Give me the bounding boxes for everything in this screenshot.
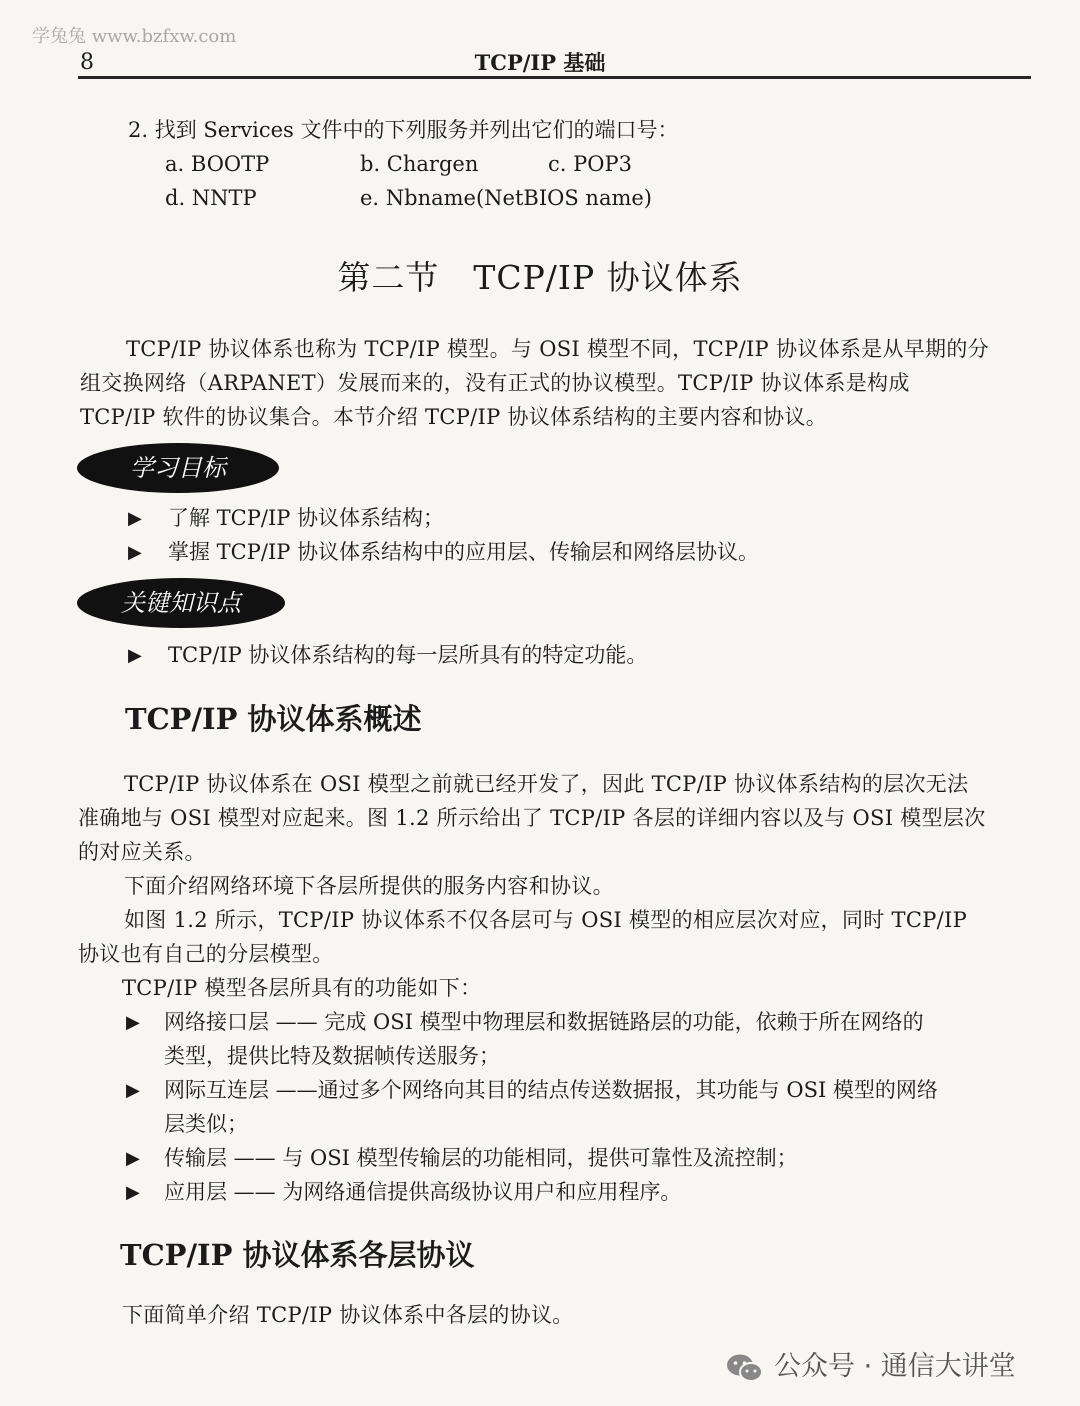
running-header: TCP/IP 基础 [474, 50, 606, 75]
bullet-icon: ▶ [128, 542, 142, 563]
bullet-icon: ▶ [126, 1080, 140, 1101]
layer-item: 网络接口层 —— 完成 OSI 模型中物理层和数据链路层的功能，依赖于所在网络的 [164, 1010, 924, 1034]
exercise-item: a. BOOTP [165, 152, 270, 176]
bullet-icon: ▶ [126, 1012, 140, 1033]
exercise-item: d. NNTP [165, 186, 257, 210]
protocols-heading: TCP/IP 协议体系各层协议 [120, 1238, 475, 1272]
footer-label: 公众号 · 通信大讲堂 [774, 1351, 1016, 1382]
layer-item: 类型，提供比特及数据帧传送服务； [164, 1044, 500, 1068]
intro-line: TCP/IP 协议体系也称为 TCP/IP 模型。与 OSI 模型不同，TCP/IP 协议体系是从早期的分 [126, 337, 989, 361]
overview-heading: TCP/IP 协议体系概述 [125, 702, 422, 736]
watermark: 学兔兔 www.bzfxw.com [32, 26, 237, 47]
intro-line: TCP/IP 软件的协议集合。本节介绍 TCP/IP 协议体系结构的主要内容和协议。 [80, 405, 828, 429]
layer-item: 网际互连层 ——通过多个网络向其目的结点传送数据报，其功能与 OSI 模型的网络 [164, 1078, 938, 1102]
header-rule [78, 76, 1031, 79]
layer-item: 传输层 —— 与 OSI 模型传输层的功能相同，提供可靠性及流控制； [164, 1146, 798, 1170]
objective-item: 了解 TCP/IP 协议体系结构； [168, 506, 445, 530]
footer-account [726, 1344, 1016, 1383]
section-title: 第二节 TCP/IP 协议体系 [337, 258, 743, 297]
overview-line: 的对应关系。 [78, 840, 206, 864]
page-number: 8 [80, 50, 94, 75]
bullet-icon: ▶ [128, 645, 142, 666]
exercise-item: b. Chargen [360, 152, 479, 176]
key-points-badge: 关键知识点 [77, 578, 285, 628]
objectives-badge: 学习目标 [77, 443, 279, 493]
intro-line: 组交换网络（ARPANET）发展而来的，没有正式的协议模型。TCP/IP 协议体系是构成 [80, 371, 910, 395]
overview-line: TCP/IP 协议体系在 OSI 模型之前就已经开发了，因此 TCP/IP 协议体系结构的层次无法 [124, 772, 969, 796]
wechat-icon [726, 1353, 764, 1383]
objective-item: 掌握 TCP/IP 协议体系结构中的应用层、传输层和网络层协议。 [168, 540, 760, 564]
exercise-line: 2. 找到 Services 文件中的下列服务并列出它们的端口号： [128, 118, 679, 142]
exercise-item: e. Nbname(NetBIOS name) [360, 186, 653, 210]
bullet-icon: ▶ [128, 508, 142, 529]
key-point-item: TCP/IP 协议体系结构的每一层所具有的特定功能。 [168, 643, 648, 667]
layer-item: 层类似； [164, 1112, 248, 1136]
overview-line: 协议也有自己的分层模型。 [78, 942, 334, 966]
overview-line: TCP/IP 模型各层所具有的功能如下： [122, 976, 482, 1000]
protocols-line: 下面简单介绍 TCP/IP 协议体系中各层的协议。 [122, 1303, 574, 1327]
overview-line: 下面介绍网络环境下各层所提供的服务内容和协议。 [124, 874, 614, 898]
exercise-item: c. POP3 [548, 152, 632, 176]
layer-item: 应用层 —— 为网络通信提供高级协议用户和应用程序。 [164, 1180, 682, 1204]
bullet-icon: ▶ [126, 1182, 140, 1203]
overview-line: 准确地与 OSI 模型对应起来。图 1.2 所示给出了 TCP/IP 各层的详细内容以及与 OSI 模型层次 [78, 806, 986, 830]
bullet-icon: ▶ [126, 1148, 140, 1169]
overview-line: 如图 1.2 所示，TCP/IP 协议体系不仅各层可与 OSI 模型的相应层次对应，同时 TCP/IP [124, 908, 968, 932]
